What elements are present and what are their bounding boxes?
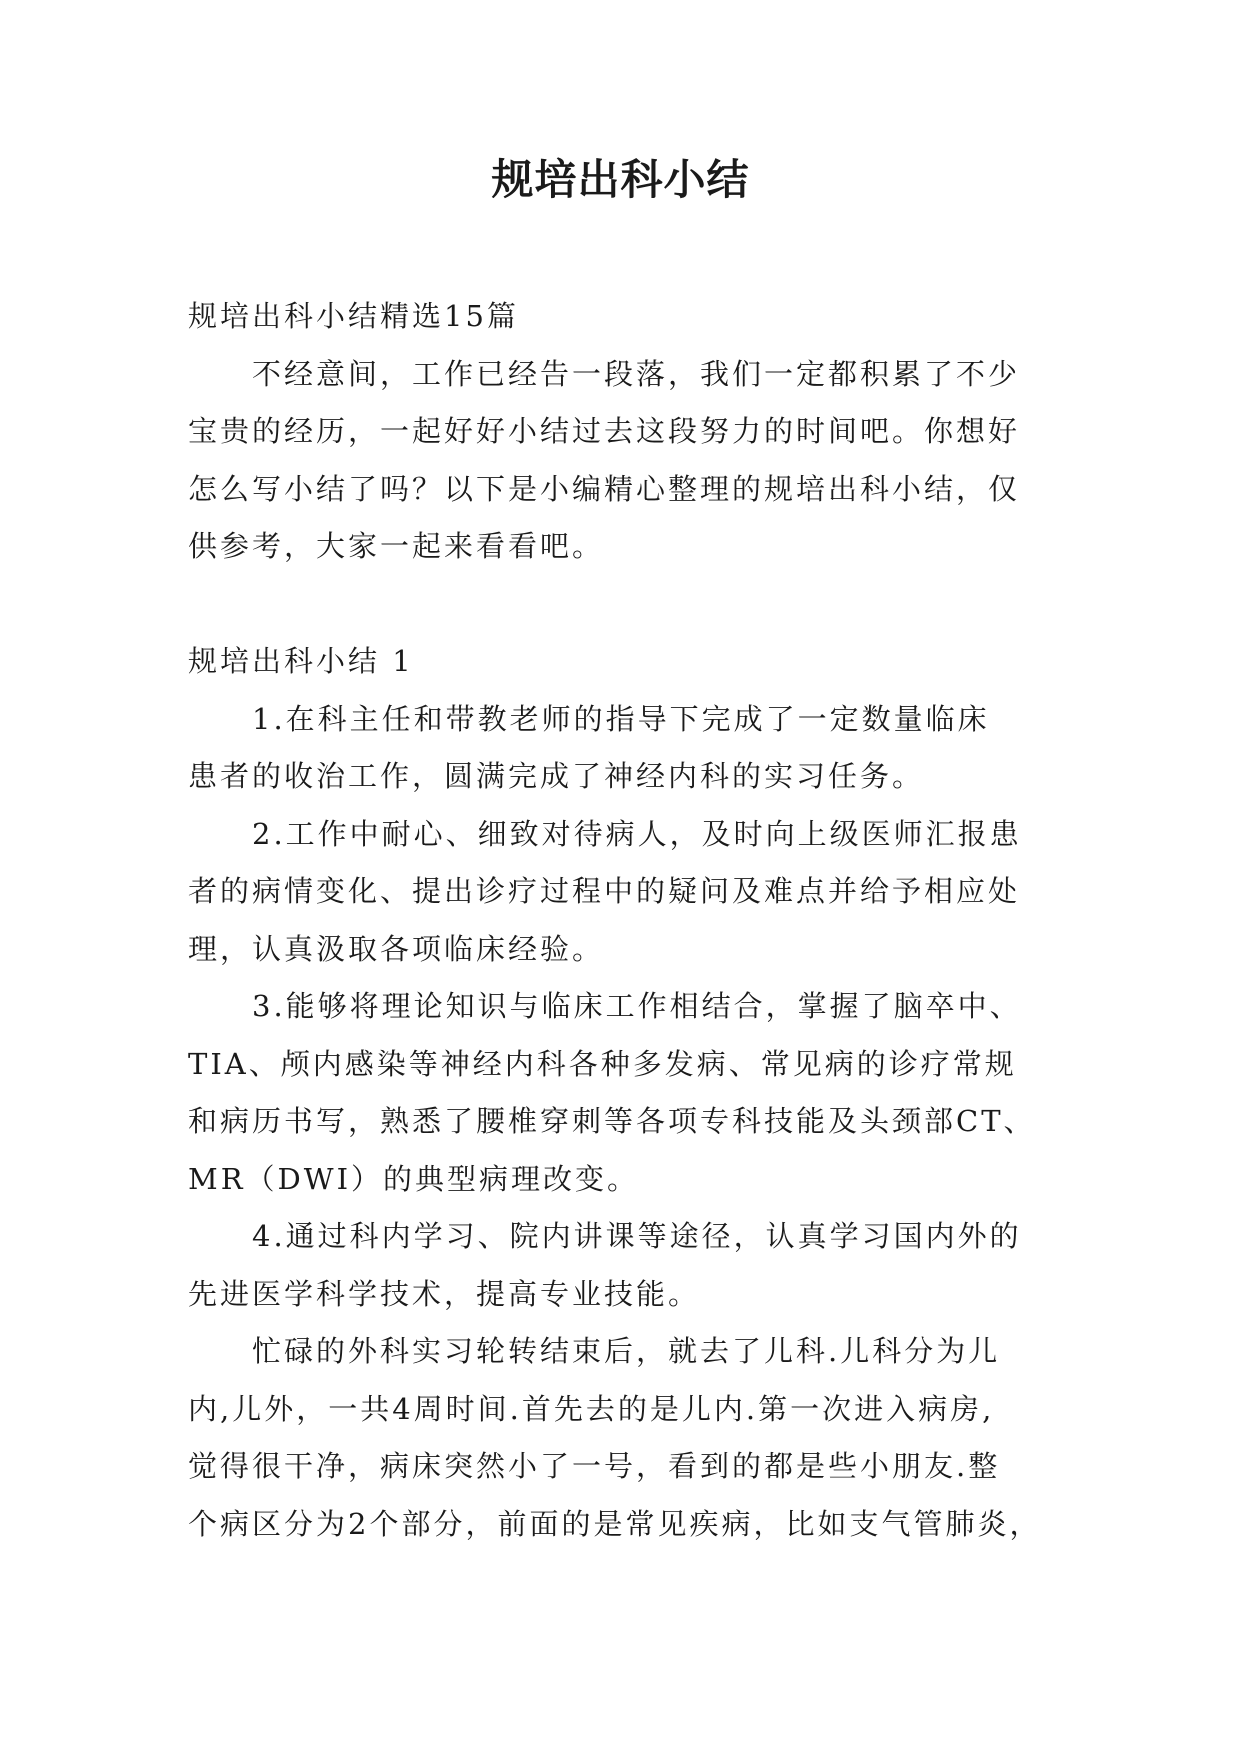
text-line: 4.通过科内学习、院内讲课等途径，认真学习国内外的 [188,1219,1022,1253]
section-heading: 规培出科小结 1 [188,644,414,678]
text-line: 和病历书写，熟悉了腰椎穿刺等各项专科技能及头颈部CT、 [188,1104,1036,1138]
text-line: 供参考，大家一起来看看吧。 [188,529,605,563]
document-body [188,288,1048,1553]
text-line: 忙碌的外科实习轮转结束后，就去了儿科.儿科分为儿 [188,1334,1001,1368]
text-line: 宝贵的经历，一起好好小结过去这段努力的时间吧。你想好 [188,414,1021,448]
text-line: 个病区分为2个部分，前面的是常见疾病，比如支气管肺炎， [188,1506,1042,1541]
list-item-3 [188,978,1048,1208]
text-line: 2.工作中耐心、细致对待病人，及时向上级医师汇报患 [188,816,1022,851]
text-line: 1.在科主任和带教老师的指导下完成了一定数量临床 [188,701,990,736]
text-line: 3.能够将理论知识与临床工作相结合，掌握了脑卒中、 [188,989,1022,1023]
text-line: 患者的收治工作，圆满完成了神经内科的实习任务。 [188,759,925,793]
text-line: MR（DWI）的典型病理改变。 [188,1161,640,1196]
text-line: 内,儿外，一共4周时间.首先去的是儿内.第一次进入病房, [188,1391,995,1426]
list-item-2 [188,806,1048,979]
text-line: 觉得很干净，病床突然小了一号，看到的都是些小朋友.整 [188,1449,1001,1483]
list-item-4 [188,1208,1048,1323]
text-line: 不经意间，工作已经告一段落，我们一定都积累了不少 [188,356,1021,391]
pediatrics-paragraph [188,1323,1048,1553]
text-line: 先进医学科学技术，提高专业技能。 [188,1276,701,1311]
text-line: 怎么写小结了吗？以下是小编精心整理的规培出科小结，仅 [188,471,1021,506]
text-line: TIA、颅内感染等神经内科各种多发病、常见病的诊疗常规 [188,1046,1017,1081]
document-subtitle: 规培出科小结精选15篇 [188,299,519,333]
intro-paragraph [188,346,1048,576]
list-item-1 [188,691,1048,806]
text-line: 者的病情变化、提出诊疗过程中的疑问及难点并给予相应处 [188,874,1021,908]
document-title: 规培出科小结 [491,155,750,204]
text-line: 理，认真汲取各项临床经验。 [188,931,605,966]
paragraph-spacer [188,576,1048,634]
